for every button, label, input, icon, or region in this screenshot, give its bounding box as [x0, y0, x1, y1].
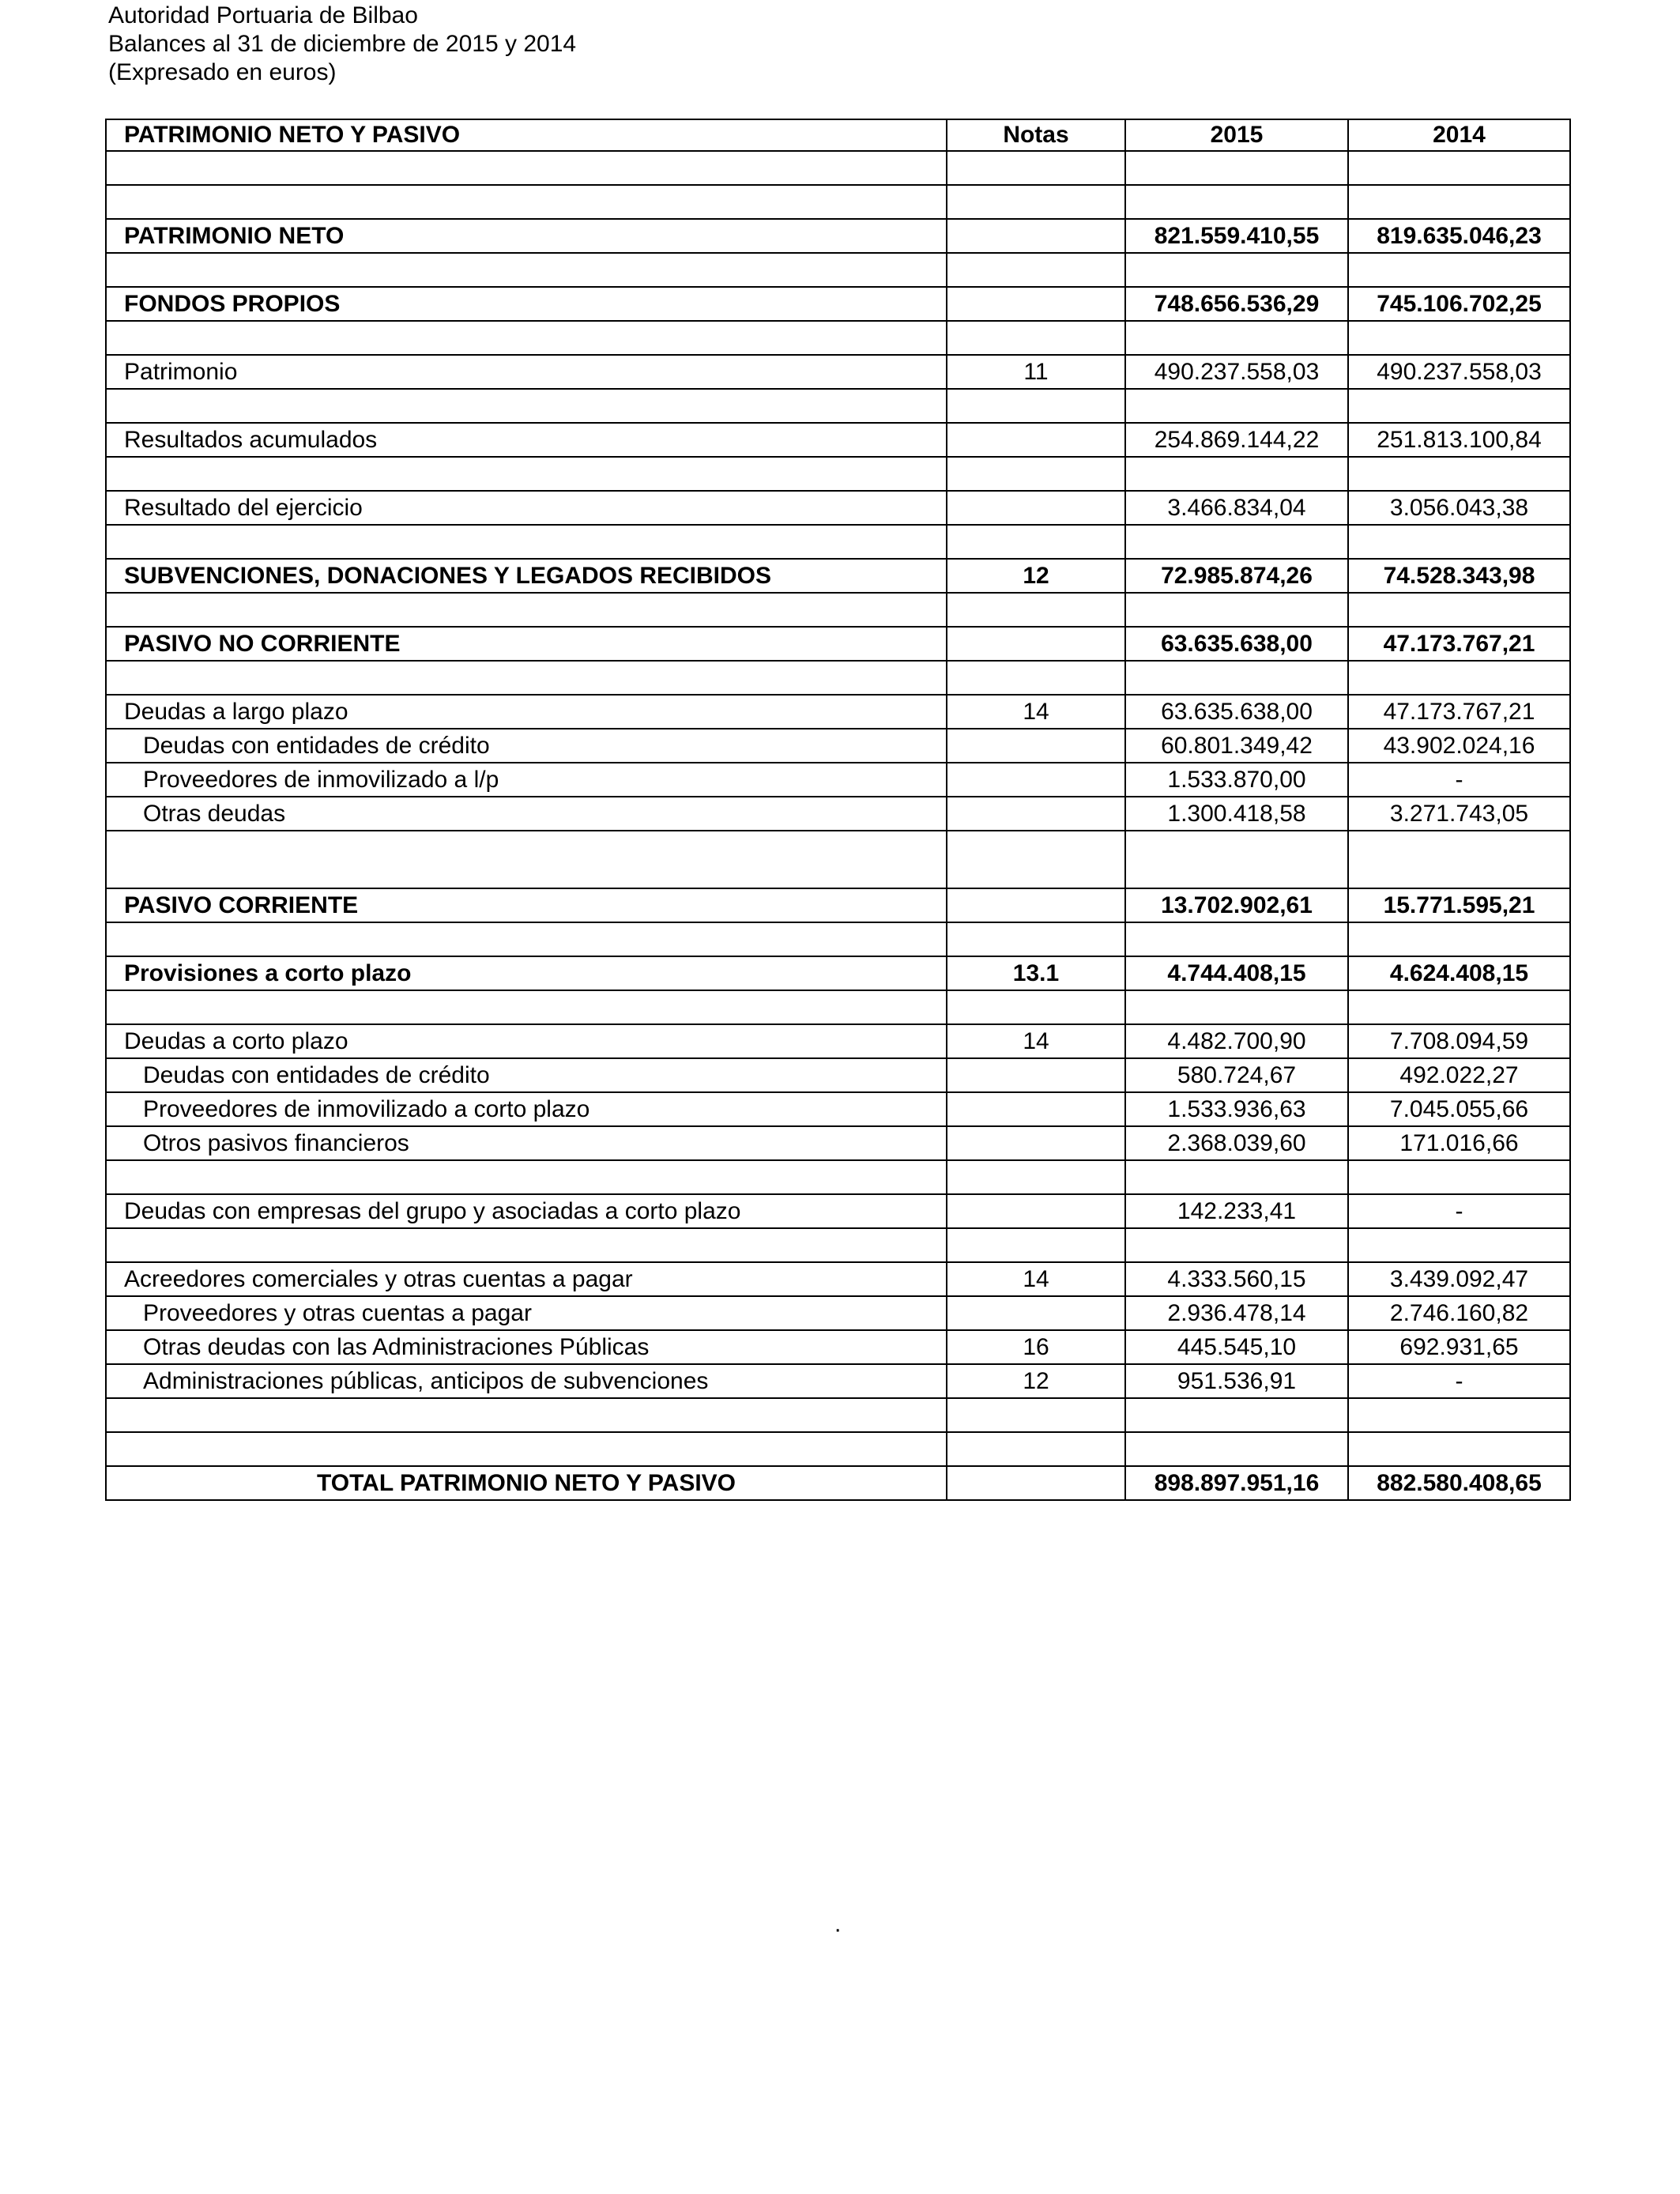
table-row: [106, 1330, 1570, 1364]
row-value-2014: 43.902.024,16: [1348, 729, 1570, 763]
row-concept: Provisiones a corto plazo: [106, 956, 947, 990]
header-concept: PATRIMONIO NETO Y PASIVO: [106, 119, 947, 151]
row-value-2014: 692.931,65: [1348, 1330, 1570, 1364]
row-notes: [947, 1296, 1125, 1330]
row-value-2014: -: [1348, 1194, 1570, 1228]
row-value-2015: 951.536,91: [1125, 1364, 1348, 1398]
table-row: [106, 956, 1570, 990]
table-row: [106, 1398, 1570, 1432]
table-row: [106, 321, 1570, 355]
row-value-2014: [1348, 1398, 1570, 1432]
row-value-2014: 745.106.702,25: [1348, 287, 1570, 321]
table-row: [106, 355, 1570, 389]
row-notes: [947, 491, 1125, 525]
table-body: [106, 151, 1570, 1500]
row-value-2014: [1348, 922, 1570, 956]
row-value-2014: [1348, 661, 1570, 695]
row-concept: [106, 1228, 947, 1262]
row-concept: Deudas a corto plazo: [106, 1024, 947, 1058]
row-notes: [947, 1092, 1125, 1126]
row-concept: Deudas a largo plazo: [106, 695, 947, 729]
row-value-2015: 748.656.536,29: [1125, 287, 1348, 321]
table-row: [106, 695, 1570, 729]
row-value-2014: 2.746.160,82: [1348, 1296, 1570, 1330]
row-concept: [106, 321, 947, 355]
row-notes: [947, 627, 1125, 661]
row-concept: Proveedores y otras cuentas a pagar: [106, 1296, 947, 1330]
row-value-2015: [1125, 525, 1348, 559]
table-row: [106, 457, 1570, 491]
row-value-2014: 251.813.100,84: [1348, 423, 1570, 457]
row-value-2015: [1125, 990, 1348, 1024]
row-notes: [947, 729, 1125, 763]
row-concept: [106, 525, 947, 559]
row-notes: 13.1: [947, 956, 1125, 990]
table-row: [106, 888, 1570, 922]
row-value-2014: 47.173.767,21: [1348, 627, 1570, 661]
row-notes: [947, 1432, 1125, 1466]
row-value-2015: [1125, 253, 1348, 287]
row-concept: [106, 1398, 947, 1432]
table-row: [106, 423, 1570, 457]
row-notes: [947, 763, 1125, 797]
row-value-2014: [1348, 593, 1570, 627]
row-concept: [106, 185, 947, 219]
table-row: [106, 661, 1570, 695]
row-notes: [947, 922, 1125, 956]
row-notes: [947, 1194, 1125, 1228]
row-value-2015: 821.559.410,55: [1125, 219, 1348, 253]
row-concept: Deudas con entidades de crédito: [106, 729, 947, 763]
table-row: [106, 1432, 1570, 1466]
table-row: [106, 922, 1570, 956]
row-notes: 12: [947, 559, 1125, 593]
row-value-2014: -: [1348, 1364, 1570, 1398]
table-row: [106, 763, 1570, 797]
row-value-2014: [1348, 389, 1570, 423]
row-notes: 11: [947, 355, 1125, 389]
document-header: [108, 2, 576, 87]
document-title: Balances al 31 de diciembre de 2015 y 2014: [108, 31, 577, 57]
row-notes: [947, 1398, 1125, 1432]
row-value-2014: 15.771.595,21: [1348, 888, 1570, 922]
table-row: [106, 831, 1570, 888]
row-value-2014: [1348, 457, 1570, 491]
row-value-2014: 7.045.055,66: [1348, 1092, 1570, 1126]
row-value-2015: 490.237.558,03: [1125, 355, 1348, 389]
header-year-2015: 2015: [1125, 119, 1348, 151]
row-value-2015: 63.635.638,00: [1125, 627, 1348, 661]
row-notes: [947, 1126, 1125, 1160]
row-notes: [947, 593, 1125, 627]
row-value-2015: [1125, 661, 1348, 695]
table-row: [106, 559, 1570, 593]
row-value-2015: 142.233,41: [1125, 1194, 1348, 1228]
row-concept: Patrimonio: [106, 355, 947, 389]
row-value-2014: [1348, 525, 1570, 559]
row-value-2014: -: [1348, 763, 1570, 797]
row-value-2015: 4.744.408,15: [1125, 956, 1348, 990]
table-row: [106, 1092, 1570, 1126]
row-value-2015: [1125, 1228, 1348, 1262]
row-concept: [106, 1432, 947, 1466]
row-concept: Resultado del ejercicio: [106, 491, 947, 525]
row-value-2015: 2.936.478,14: [1125, 1296, 1348, 1330]
table-row: [106, 219, 1570, 253]
row-notes: 16: [947, 1330, 1125, 1364]
row-value-2015: 4.333.560,15: [1125, 1262, 1348, 1296]
currency-note: (Expresado en euros): [108, 59, 337, 85]
row-notes: [947, 525, 1125, 559]
row-value-2015: [1125, 151, 1348, 185]
row-value-2014: [1348, 831, 1570, 888]
row-value-2015: 60.801.349,42: [1125, 729, 1348, 763]
row-notes: [947, 321, 1125, 355]
row-concept: [106, 990, 947, 1024]
row-value-2014: 3.439.092,47: [1348, 1262, 1570, 1296]
row-value-2014: 882.580.408,65: [1348, 1466, 1570, 1500]
table-row: [106, 185, 1570, 219]
table-header-row: [106, 119, 1570, 151]
table-row: [106, 1194, 1570, 1228]
row-notes: [947, 990, 1125, 1024]
row-concept: Otros pasivos financieros: [106, 1126, 947, 1160]
row-concept: Administraciones públicas, anticipos de subvenciones: [106, 1364, 947, 1398]
row-value-2015: [1125, 321, 1348, 355]
table-row: [106, 1126, 1570, 1160]
row-value-2014: [1348, 151, 1570, 185]
table-row: [106, 1262, 1570, 1296]
row-value-2015: [1125, 922, 1348, 956]
table-row: [106, 1024, 1570, 1058]
row-value-2015: [1125, 831, 1348, 888]
table-row: [106, 491, 1570, 525]
row-concept: Proveedores de inmovilizado a l/p: [106, 763, 947, 797]
row-notes: [947, 661, 1125, 695]
row-concept: SUBVENCIONES, DONACIONES Y LEGADOS RECIBIDOS: [106, 559, 947, 593]
table-row: [106, 797, 1570, 831]
row-value-2015: 13.702.902,61: [1125, 888, 1348, 922]
table-row: [106, 1466, 1570, 1500]
row-value-2015: 1.533.936,63: [1125, 1092, 1348, 1126]
table-row: [106, 1228, 1570, 1262]
row-notes: [947, 1228, 1125, 1262]
row-value-2015: 254.869.144,22: [1125, 423, 1348, 457]
row-concept: Otras deudas con las Administraciones Públicas: [106, 1330, 947, 1364]
row-concept: PASIVO CORRIENTE: [106, 888, 947, 922]
row-notes: [947, 831, 1125, 888]
row-value-2014: 171.016,66: [1348, 1126, 1570, 1160]
table-row: [106, 287, 1570, 321]
row-concept: Deudas con entidades de crédito: [106, 1058, 947, 1092]
row-value-2015: 1.533.870,00: [1125, 763, 1348, 797]
row-notes: [947, 1160, 1125, 1194]
table-row: [106, 1058, 1570, 1092]
row-concept: [106, 457, 947, 491]
row-value-2014: [1348, 1160, 1570, 1194]
row-value-2014: 74.528.343,98: [1348, 559, 1570, 593]
table-row: [106, 525, 1570, 559]
row-value-2015: [1125, 1398, 1348, 1432]
row-value-2014: [1348, 1432, 1570, 1466]
row-concept: Resultados acumulados: [106, 423, 947, 457]
row-concept: TOTAL PATRIMONIO NETO Y PASIVO: [106, 1466, 947, 1500]
row-value-2014: 4.624.408,15: [1348, 956, 1570, 990]
row-notes: [947, 797, 1125, 831]
row-value-2015: [1125, 389, 1348, 423]
row-value-2014: 819.635.046,23: [1348, 219, 1570, 253]
header-year-2014: 2014: [1348, 119, 1570, 151]
table-row: [106, 389, 1570, 423]
row-concept: [106, 1160, 947, 1194]
header-notes: Notas: [947, 119, 1125, 151]
row-notes: 12: [947, 1364, 1125, 1398]
row-value-2015: [1125, 1160, 1348, 1194]
page-mark: .: [834, 1911, 842, 1937]
table-row: [106, 253, 1570, 287]
row-value-2015: [1125, 1432, 1348, 1466]
row-concept: [106, 151, 947, 185]
row-value-2015: [1125, 457, 1348, 491]
row-value-2014: 7.708.094,59: [1348, 1024, 1570, 1058]
row-value-2014: 47.173.767,21: [1348, 695, 1570, 729]
row-value-2015: 72.985.874,26: [1125, 559, 1348, 593]
row-concept: [106, 389, 947, 423]
row-value-2014: [1348, 253, 1570, 287]
table-row: [106, 729, 1570, 763]
table-row: [106, 627, 1570, 661]
row-concept: Acreedores comerciales y otras cuentas a pagar: [106, 1262, 947, 1296]
row-notes: 14: [947, 1024, 1125, 1058]
row-concept: PASIVO NO CORRIENTE: [106, 627, 947, 661]
table-row: [106, 151, 1570, 185]
row-concept: [106, 661, 947, 695]
row-notes: [947, 423, 1125, 457]
row-value-2015: 2.368.039,60: [1125, 1126, 1348, 1160]
row-value-2015: [1125, 185, 1348, 219]
table-row: [106, 990, 1570, 1024]
table-row: [106, 1296, 1570, 1330]
row-concept: [106, 831, 947, 888]
row-notes: 14: [947, 695, 1125, 729]
row-concept: FONDOS PROPIOS: [106, 287, 947, 321]
row-notes: [947, 287, 1125, 321]
row-notes: [947, 1466, 1125, 1500]
row-value-2015: 3.466.834,04: [1125, 491, 1348, 525]
row-concept: PATRIMONIO NETO: [106, 219, 947, 253]
row-notes: [947, 253, 1125, 287]
row-concept: [106, 253, 947, 287]
row-concept: Deudas con empresas del grupo y asociadas a corto plazo: [106, 1194, 947, 1228]
row-notes: [947, 219, 1125, 253]
table-row: [106, 1160, 1570, 1194]
row-value-2015: [1125, 593, 1348, 627]
row-value-2014: [1348, 185, 1570, 219]
row-value-2014: 490.237.558,03: [1348, 355, 1570, 389]
row-value-2014: [1348, 990, 1570, 1024]
row-value-2015: 63.635.638,00: [1125, 695, 1348, 729]
row-notes: [947, 888, 1125, 922]
balance-table: [105, 119, 1571, 1501]
row-value-2014: 3.271.743,05: [1348, 797, 1570, 831]
row-value-2015: 4.482.700,90: [1125, 1024, 1348, 1058]
row-value-2015: 1.300.418,58: [1125, 797, 1348, 831]
row-value-2015: 580.724,67: [1125, 1058, 1348, 1092]
row-notes: [947, 1058, 1125, 1092]
row-concept: [106, 922, 947, 956]
row-notes: [947, 151, 1125, 185]
row-value-2014: [1348, 321, 1570, 355]
row-notes: [947, 389, 1125, 423]
organization-name: Autoridad Portuaria de Bilbao: [108, 2, 418, 28]
row-concept: [106, 593, 947, 627]
row-value-2014: 492.022,27: [1348, 1058, 1570, 1092]
table-row: [106, 1364, 1570, 1398]
row-value-2015: 445.545,10: [1125, 1330, 1348, 1364]
row-notes: [947, 457, 1125, 491]
row-notes: [947, 185, 1125, 219]
row-notes: 14: [947, 1262, 1125, 1296]
row-value-2014: 3.056.043,38: [1348, 491, 1570, 525]
row-concept: Otras deudas: [106, 797, 947, 831]
row-concept: Proveedores de inmovilizado a corto plazo: [106, 1092, 947, 1126]
row-value-2015: 898.897.951,16: [1125, 1466, 1348, 1500]
row-value-2014: [1348, 1228, 1570, 1262]
table-row: [106, 593, 1570, 627]
